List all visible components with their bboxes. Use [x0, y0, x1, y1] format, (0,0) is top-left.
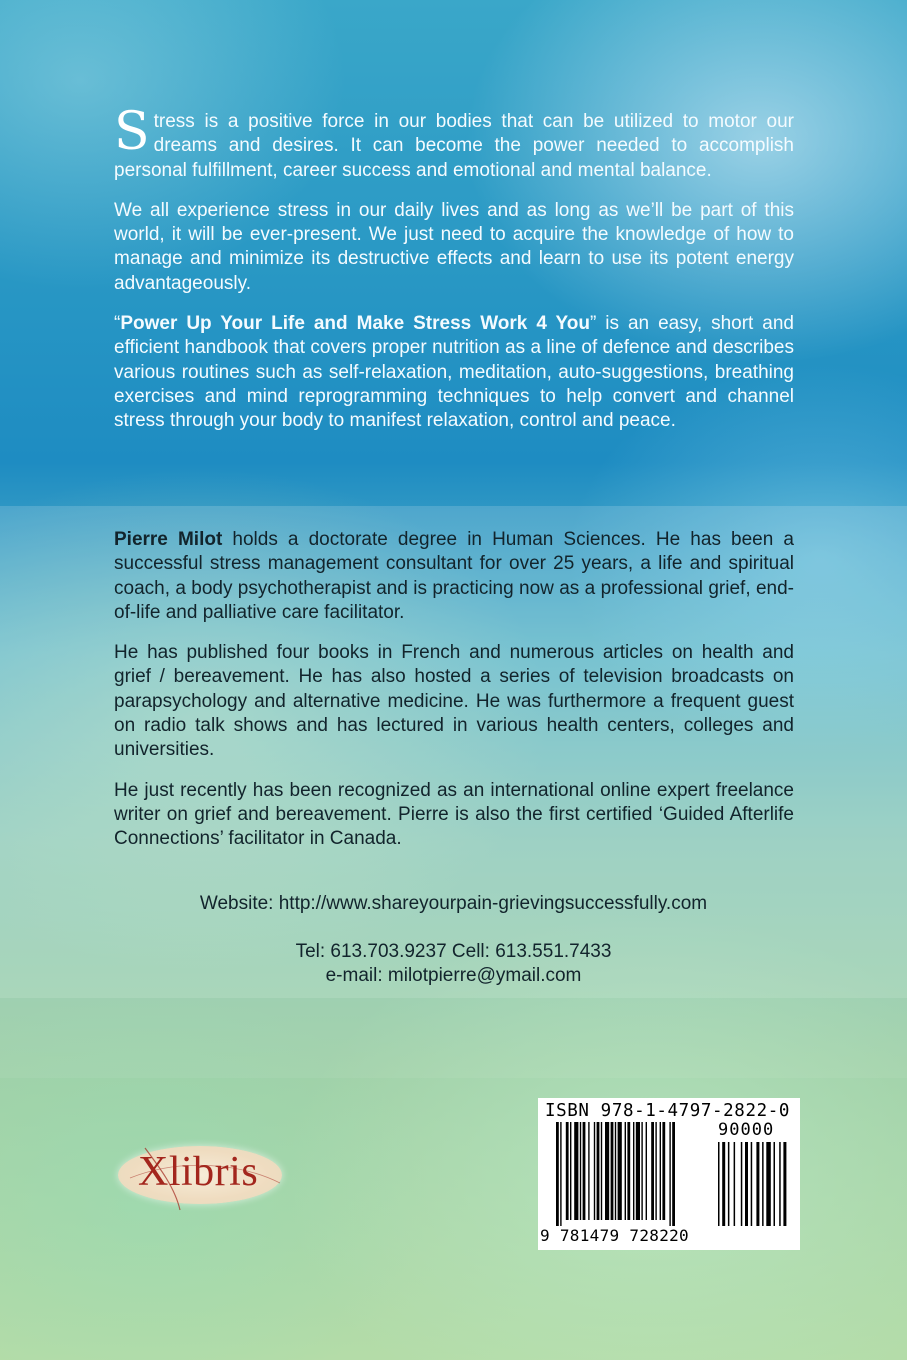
barcode-bar: [570, 1122, 571, 1220]
phone-numbers: Tel: 613.703.9237 Cell: 613.551.7433: [295, 941, 612, 962]
addon-barcode-bar: [783, 1142, 786, 1226]
isbn-label: ISBN 978-1-4797-2822-0: [545, 1101, 790, 1121]
barcode-bar: [611, 1122, 614, 1220]
description-paragraph-1: [114, 102, 794, 183]
barcode-bar: [669, 1122, 670, 1226]
barcode-bar: [601, 1122, 602, 1220]
addon-barcode-bar: [779, 1142, 781, 1226]
barcode-bar: [583, 1122, 586, 1220]
bio-p1-text: holds a doctorate degree in Human Sciences. He has been a successful stress management consultant for over 25 years, a life and spiritual coach, a body psychotherapist and is practicing now as a professional grief, end-of-life and palliative care facilitator.: [114, 529, 794, 623]
addon-barcode-bar: [741, 1142, 743, 1226]
price-code: 90000: [718, 1120, 775, 1140]
barcode-bar: [597, 1122, 600, 1220]
bio-paragraph-2: He has published four books in French and numerous articles on health and grief / bereavement. He has also hosted a series of television broadcasts on parapsychology and alternative medicine. He was furthermore a frequent guest on radio talk shows and has lectured in various health centers, colleges and universities.: [114, 642, 794, 761]
addon-barcode-bar: [762, 1142, 764, 1226]
barcode-bar: [641, 1122, 642, 1220]
publisher-logo: Xlibris: [138, 1149, 259, 1195]
barcode-bar: [672, 1122, 675, 1226]
author-website: Website: http://www.shareyourpain-grievingsuccessfully.com: [199, 893, 708, 914]
addon-barcode-bar: [774, 1142, 776, 1226]
addon-barcode-bar: [766, 1142, 771, 1226]
barcode-bar: [655, 1122, 656, 1220]
description-p3-text: ” is an easy, short and efficient handbook that covers proper nutrition as a line of defence and describes various routines such as self-relaxation, meditation, auto-suggestions, breathing exercises and mind reprogramming techniques to help convert and channel stress through your body to manifest relaxation, control and peace.: [114, 313, 794, 432]
barcode-bar: [588, 1122, 589, 1220]
open-quote: “: [114, 313, 121, 335]
barcode-digits: 9 781479 728220: [540, 1226, 689, 1245]
barcode-bar: [646, 1122, 647, 1220]
barcode-bar: [566, 1122, 569, 1220]
author-bio: [114, 528, 794, 868]
contact-info: [0, 940, 907, 988]
lower-band: [0, 998, 907, 1078]
barcode-bar: [627, 1122, 630, 1220]
barcode-bar: [660, 1122, 661, 1220]
barcode-bar: [615, 1122, 616, 1220]
addon-barcode-bar: [751, 1142, 753, 1226]
description-paragraph-2: We all experience stress in our daily lives and as long as we’ll be part of this world, it will be ever-present. We just need to acquire the knowledge of how to manage and minimize its destructive effects and learn to use its potent energy advantageously.: [114, 199, 794, 294]
addon-barcode-bar: [734, 1142, 736, 1226]
book-description: [114, 102, 794, 450]
description-paragraph-3: [114, 312, 794, 433]
addon-barcode-bar: [745, 1142, 748, 1226]
isbn-barcode: [538, 1098, 800, 1250]
barcode-bar: [605, 1122, 609, 1220]
barcode-bar: [633, 1122, 634, 1220]
barcode-bar: [625, 1122, 626, 1220]
barcode-bar: [594, 1122, 595, 1220]
barcode-bar: [580, 1122, 581, 1220]
book-title: Power Up Your Life and Make Stress Work 4 You: [120, 313, 590, 335]
barcode-bar: [560, 1122, 561, 1226]
addon-barcode-bar: [722, 1142, 725, 1226]
barcode-bar: [574, 1122, 578, 1220]
description-p1-text: tress is a positive force in our bodies that can be utilized to motor our dreams and desires. It can become the power needed to accomplish personal fulfillment, career success and emotional and mental balance.: [114, 111, 794, 181]
bio-paragraph-3: He just recently has been recognized as an international online expert freelance writer on grief and bereavement. Pierre is also the first certified ‘Guided Afterlife Connections’ facilitator in Canada.: [114, 779, 794, 850]
addon-barcode-bar: [756, 1142, 759, 1226]
barcode-bar: [618, 1122, 622, 1220]
drop-cap: S: [114, 102, 150, 162]
bio-paragraph-1: [114, 528, 794, 625]
barcode-bar: [556, 1122, 559, 1226]
addon-barcode-bar: [728, 1142, 730, 1226]
addon-barcode-bar: [718, 1142, 720, 1226]
barcode-bar: [651, 1122, 654, 1220]
author-name: Pierre Milot: [114, 529, 223, 550]
barcode-bar: [662, 1122, 665, 1220]
email-address: e-mail: milotpierre@ymail.com: [325, 965, 582, 986]
barcode-bar: [636, 1122, 640, 1220]
